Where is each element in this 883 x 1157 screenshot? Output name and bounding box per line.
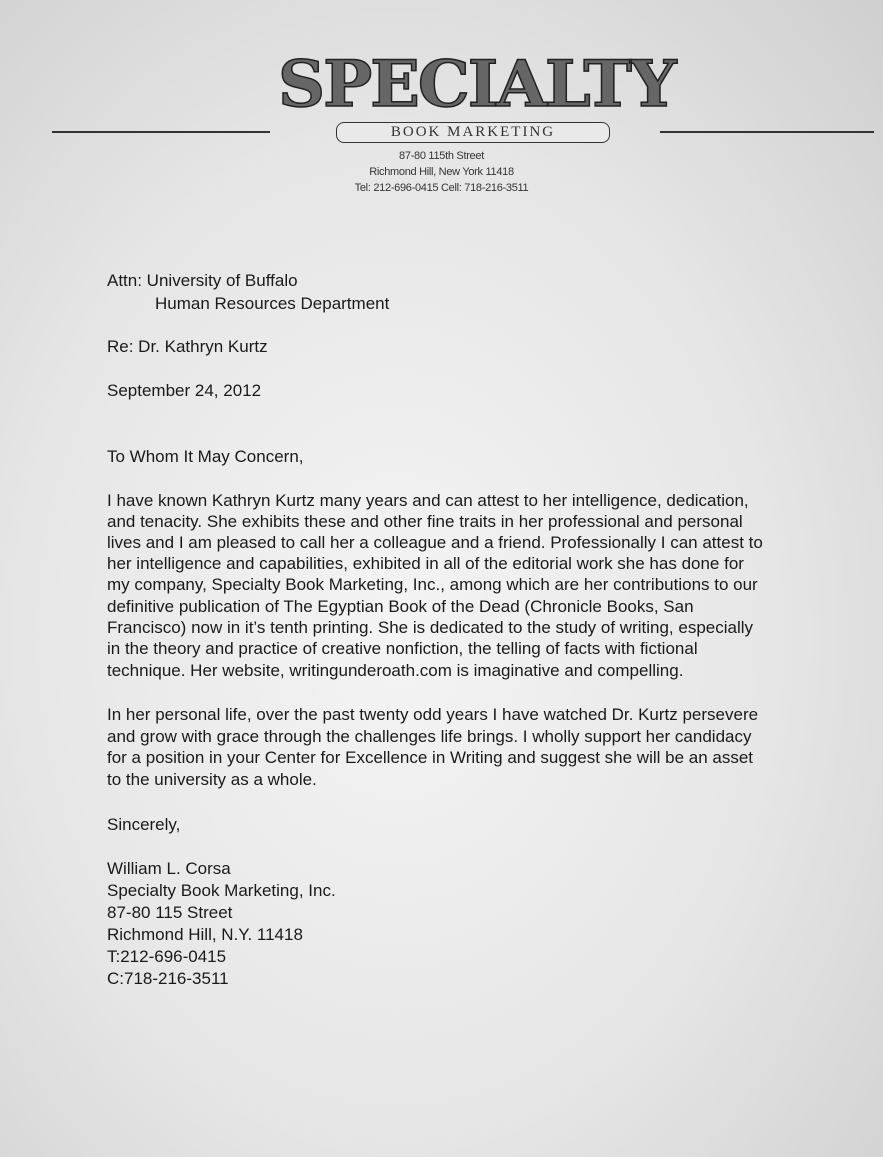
signature-cell: C:718-216-3511: [107, 969, 229, 988]
logo-main-text: SPECIALTY: [278, 47, 675, 122]
paragraph-line: and grow with grace through the challenges life brings. I wholly support her candidacy: [107, 727, 752, 746]
closing: Sincerely,: [107, 815, 181, 834]
paragraph-line: definitive publication of The Egyptian Book of the Dead (Chronicle Books, San: [107, 597, 694, 616]
paragraph-line: my company, Specialty Book Marketing, Inc., among which are her contributions to our: [107, 575, 758, 594]
signature-name: William L. Corsa: [107, 859, 231, 878]
letter-date: September 24, 2012: [107, 381, 262, 400]
paragraph-line: I have known Kathryn Kurtz many years and can attest to her intelligence, dedication,: [107, 491, 749, 510]
signature-phone: T:212-696-0415: [107, 947, 227, 966]
letterhead-rule-left: [52, 131, 270, 133]
attn-line-2: Human Resources Department: [155, 294, 390, 313]
signature-city: Richmond Hill, N.Y. 11418: [107, 925, 303, 944]
paragraph-line: in the theory and practice of creative nonfiction, the telling of facts with fictional: [107, 639, 698, 658]
letterhead-address-street: 87-80 115th Street: [399, 150, 484, 162]
re-line: Re: Dr. Kathryn Kurtz: [107, 337, 268, 356]
letterhead-address-phone: Tel: 212-696-0415 Cell: 718-216-3511: [354, 182, 529, 194]
paragraph-line: and tenacity. She exhibits these and other fine traits in her professional and personal: [107, 512, 743, 531]
paragraph-line: technique. Her website, writingunderoath.com is imaginative and compelling.: [107, 661, 684, 680]
paragraph-line: for a position in your Center for Excellence in Writing and suggest she will be an asset: [107, 748, 754, 767]
attn-line-1: Attn: University of Buffalo: [107, 271, 298, 290]
company-logo: [278, 47, 675, 146]
logo-sub-text: BOOK MARKETING: [336, 122, 610, 143]
paragraph-line: to the university as a whole.: [107, 770, 317, 789]
paragraph-line: In her personal life, over the past twenty odd years I have watched Dr. Kurtz persevere: [107, 705, 759, 724]
signature-street: 87-80 115 Street: [107, 903, 233, 922]
salutation: To Whom It May Concern,: [107, 447, 304, 466]
letterhead-address-city: Richmond Hill, New York 11418: [369, 166, 514, 178]
paragraph-line: lives and I am pleased to call her a colleague and a friend. Professionally I can attest to: [107, 533, 763, 552]
paragraph-line: Francisco) now in it’s tenth printing. She is dedicated to the study of writing, especially: [107, 618, 754, 637]
signature-company: Specialty Book Marketing, Inc.: [107, 881, 336, 900]
paragraph-line: her intelligence and capabilities, exhibited in all of the editorial work she has done for: [107, 554, 744, 573]
letterhead-rule-right: [660, 131, 874, 133]
